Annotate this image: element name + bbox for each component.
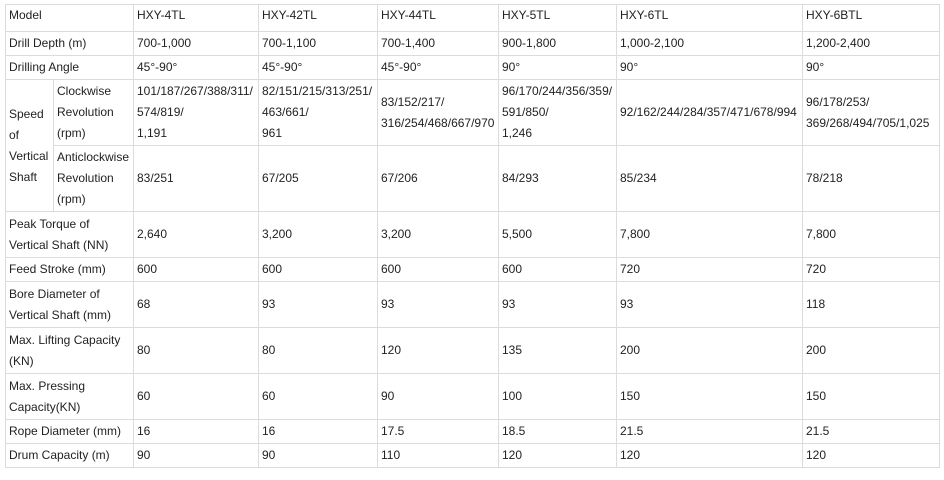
cell-value: 200 bbox=[620, 343, 641, 357]
row-label: Drum Capacity (m) bbox=[9, 448, 110, 462]
value-cell bbox=[499, 374, 617, 420]
table-row bbox=[6, 5, 940, 32]
value-cell bbox=[803, 258, 940, 282]
model-name: HXY-4TL bbox=[137, 8, 186, 22]
cell-value: 93 bbox=[620, 297, 634, 311]
row-label: Drilling Angle bbox=[9, 60, 80, 74]
value-cell bbox=[617, 146, 803, 212]
row-label-cell bbox=[6, 420, 134, 444]
cell-value: 83/152/217/ 316/254/468/667/970 bbox=[381, 94, 495, 130]
value-cell bbox=[134, 32, 259, 56]
value-cell bbox=[378, 146, 499, 212]
value-cell bbox=[134, 258, 259, 282]
cell-value: 700-1,400 bbox=[381, 36, 436, 50]
cell-value: 90 bbox=[137, 448, 151, 462]
value-cell bbox=[499, 32, 617, 56]
cell-value: 900-1,800 bbox=[502, 36, 557, 50]
value-cell bbox=[617, 444, 803, 468]
value-cell bbox=[803, 56, 940, 80]
value-cell bbox=[259, 146, 378, 212]
row-label-cell bbox=[6, 374, 134, 420]
cell-value: 45°-90° bbox=[381, 60, 422, 74]
value-cell bbox=[499, 328, 617, 374]
cell-value: 67/206 bbox=[381, 171, 418, 185]
model-name: HXY-44TL bbox=[381, 8, 436, 22]
value-cell bbox=[259, 32, 378, 56]
header-label-cell bbox=[6, 5, 134, 32]
cell-value: 2,640 bbox=[137, 227, 168, 241]
model-cell bbox=[259, 5, 378, 32]
spec-table-container bbox=[5, 4, 940, 468]
sub-label: Clockwise Revolution (rpm) bbox=[57, 84, 114, 140]
value-cell bbox=[259, 444, 378, 468]
cell-value: 700-1,000 bbox=[137, 36, 192, 50]
spec-table bbox=[5, 4, 940, 468]
cell-value: 82/151/215/313/251/ 463/661/ 961 bbox=[262, 84, 373, 140]
group-label: Speed of Vertical Shaft bbox=[9, 106, 49, 184]
value-cell bbox=[378, 32, 499, 56]
row-label: Drill Depth (m) bbox=[9, 36, 87, 50]
cell-value: 85/234 bbox=[620, 171, 657, 185]
cell-value: 84/293 bbox=[502, 171, 539, 185]
cell-value: 90° bbox=[620, 60, 639, 74]
cell-value: 110 bbox=[381, 448, 401, 462]
cell-value: 1,000-2,100 bbox=[620, 36, 685, 50]
model-cell bbox=[134, 5, 259, 32]
cell-value: 600 bbox=[381, 262, 402, 276]
table-row bbox=[6, 258, 940, 282]
value-cell bbox=[803, 374, 940, 420]
value-cell bbox=[617, 56, 803, 80]
cell-value: 45°-90° bbox=[262, 60, 303, 74]
value-cell bbox=[134, 444, 259, 468]
value-cell bbox=[803, 420, 940, 444]
value-cell bbox=[259, 328, 378, 374]
model-cell bbox=[499, 5, 617, 32]
model-cell bbox=[803, 5, 940, 32]
table-row bbox=[6, 146, 940, 212]
cell-value: 100 bbox=[502, 389, 523, 403]
value-cell bbox=[499, 258, 617, 282]
model-name: HXY-6BTL bbox=[806, 8, 863, 22]
value-cell bbox=[259, 282, 378, 328]
table-row bbox=[6, 56, 940, 80]
row-label-cell bbox=[6, 32, 134, 56]
value-cell bbox=[378, 258, 499, 282]
group-label-cell bbox=[6, 80, 54, 212]
sub-label-cell bbox=[54, 80, 134, 146]
cell-value: 700-1,100 bbox=[262, 36, 317, 50]
table-row bbox=[6, 444, 940, 468]
value-cell bbox=[134, 212, 259, 258]
cell-value: 120 bbox=[806, 448, 827, 462]
cell-value: 96/170/244/356/359/ 591/850/ 1,246 bbox=[502, 84, 613, 140]
cell-value: 600 bbox=[262, 262, 283, 276]
model-name: HXY-5TL bbox=[502, 8, 551, 22]
row-label-cell bbox=[6, 444, 134, 468]
cell-value: 3,200 bbox=[381, 227, 412, 241]
cell-value: 92/162/244/284/357/471/678/994 bbox=[620, 105, 797, 119]
cell-value: 120 bbox=[381, 343, 402, 357]
row-label: Feed Stroke (mm) bbox=[9, 262, 106, 276]
row-label: Peak Torque of Vertical Shaft (NN) bbox=[9, 216, 109, 252]
value-cell bbox=[134, 56, 259, 80]
value-cell bbox=[803, 80, 940, 146]
cell-value: 101/187/267/388/311/ 574/819/ 1,191 bbox=[137, 84, 253, 140]
cell-value: 90° bbox=[502, 60, 521, 74]
cell-value: 16 bbox=[137, 424, 151, 438]
model-name: HXY-6TL bbox=[620, 8, 669, 22]
table-row bbox=[6, 32, 940, 56]
table-row bbox=[6, 282, 940, 328]
value-cell bbox=[259, 56, 378, 80]
value-cell bbox=[617, 212, 803, 258]
row-label: Max. Lifting Capacity (KN) bbox=[9, 332, 121, 368]
cell-value: 60 bbox=[137, 389, 151, 403]
value-cell bbox=[259, 258, 378, 282]
cell-value: 120 bbox=[502, 448, 523, 462]
value-cell bbox=[803, 32, 940, 56]
cell-value: 7,800 bbox=[806, 227, 837, 241]
cell-value: 78/218 bbox=[806, 171, 843, 185]
cell-value: 600 bbox=[502, 262, 523, 276]
value-cell bbox=[134, 146, 259, 212]
sub-label: Anticlockwise Revolution (rpm) bbox=[57, 150, 130, 206]
cell-value: 80 bbox=[262, 343, 276, 357]
cell-value: 80 bbox=[137, 343, 151, 357]
cell-value: 150 bbox=[806, 389, 827, 403]
table-row bbox=[6, 374, 940, 420]
value-cell bbox=[499, 212, 617, 258]
cell-value: 93 bbox=[262, 297, 276, 311]
value-cell bbox=[259, 420, 378, 444]
cell-value: 68 bbox=[137, 297, 151, 311]
cell-value: 120 bbox=[620, 448, 641, 462]
model-cell bbox=[378, 5, 499, 32]
cell-value: 21.5 bbox=[620, 424, 644, 438]
row-label-cell bbox=[6, 282, 134, 328]
value-cell bbox=[259, 212, 378, 258]
value-cell bbox=[378, 444, 499, 468]
cell-value: 93 bbox=[381, 297, 395, 311]
value-cell bbox=[259, 80, 378, 146]
cell-value: 1,200-2,400 bbox=[806, 36, 871, 50]
cell-value: 90 bbox=[381, 389, 395, 403]
value-cell bbox=[803, 212, 940, 258]
value-cell bbox=[378, 374, 499, 420]
value-cell bbox=[803, 146, 940, 212]
row-label-cell bbox=[6, 328, 134, 374]
cell-value: 150 bbox=[620, 389, 641, 403]
value-cell bbox=[378, 56, 499, 80]
value-cell bbox=[617, 374, 803, 420]
table-row bbox=[6, 420, 940, 444]
model-cell bbox=[617, 5, 803, 32]
row-label: Bore Diameter of Vertical Shaft (mm) bbox=[9, 286, 112, 322]
cell-value: 90° bbox=[806, 60, 825, 74]
cell-value: 600 bbox=[137, 262, 158, 276]
cell-value: 200 bbox=[806, 343, 827, 357]
value-cell bbox=[134, 282, 259, 328]
value-cell bbox=[803, 444, 940, 468]
value-cell bbox=[803, 328, 940, 374]
sub-label-cell bbox=[54, 146, 134, 212]
value-cell bbox=[499, 56, 617, 80]
cell-value: 83/251 bbox=[137, 171, 174, 185]
cell-value: 5,500 bbox=[502, 227, 533, 241]
cell-value: 67/205 bbox=[262, 171, 299, 185]
cell-value: 720 bbox=[620, 262, 641, 276]
cell-value: 135 bbox=[502, 343, 523, 357]
cell-value: 90 bbox=[262, 448, 276, 462]
value-cell bbox=[499, 80, 617, 146]
value-cell bbox=[617, 328, 803, 374]
value-cell bbox=[499, 444, 617, 468]
value-cell bbox=[378, 420, 499, 444]
cell-value: 16 bbox=[262, 424, 276, 438]
cell-value: 45°-90° bbox=[137, 60, 178, 74]
row-label-cell bbox=[6, 56, 134, 80]
row-label-cell bbox=[6, 258, 134, 282]
table-row bbox=[6, 80, 940, 146]
value-cell bbox=[378, 80, 499, 146]
cell-value: 93 bbox=[502, 297, 516, 311]
cell-value: 3,200 bbox=[262, 227, 293, 241]
value-cell bbox=[134, 374, 259, 420]
cell-value: 60 bbox=[262, 389, 276, 403]
cell-value: 21.5 bbox=[806, 424, 830, 438]
value-cell bbox=[134, 328, 259, 374]
value-cell bbox=[499, 420, 617, 444]
value-cell bbox=[803, 282, 940, 328]
value-cell bbox=[378, 212, 499, 258]
value-cell bbox=[617, 258, 803, 282]
value-cell bbox=[617, 420, 803, 444]
cell-value: 18.5 bbox=[502, 424, 526, 438]
value-cell bbox=[499, 282, 617, 328]
value-cell bbox=[378, 328, 499, 374]
value-cell bbox=[617, 32, 803, 56]
header-label: Model bbox=[9, 8, 42, 22]
value-cell bbox=[378, 282, 499, 328]
cell-value: 7,800 bbox=[620, 227, 651, 241]
table-row bbox=[6, 328, 940, 374]
row-label: Max. Pressing Capacity(KN) bbox=[9, 378, 86, 414]
value-cell bbox=[134, 420, 259, 444]
value-cell bbox=[617, 282, 803, 328]
value-cell bbox=[617, 80, 803, 146]
model-name: HXY-42TL bbox=[262, 8, 317, 22]
value-cell bbox=[259, 374, 378, 420]
value-cell bbox=[499, 146, 617, 212]
table-row bbox=[6, 212, 940, 258]
cell-value: 17.5 bbox=[381, 424, 405, 438]
value-cell bbox=[134, 80, 259, 146]
cell-value: 720 bbox=[806, 262, 827, 276]
row-label: Rope Diameter (mm) bbox=[9, 424, 122, 438]
cell-value: 96/178/253/ 369/268/494/705/1,025 bbox=[806, 94, 930, 130]
row-label-cell bbox=[6, 212, 134, 258]
cell-value: 118 bbox=[806, 297, 826, 311]
